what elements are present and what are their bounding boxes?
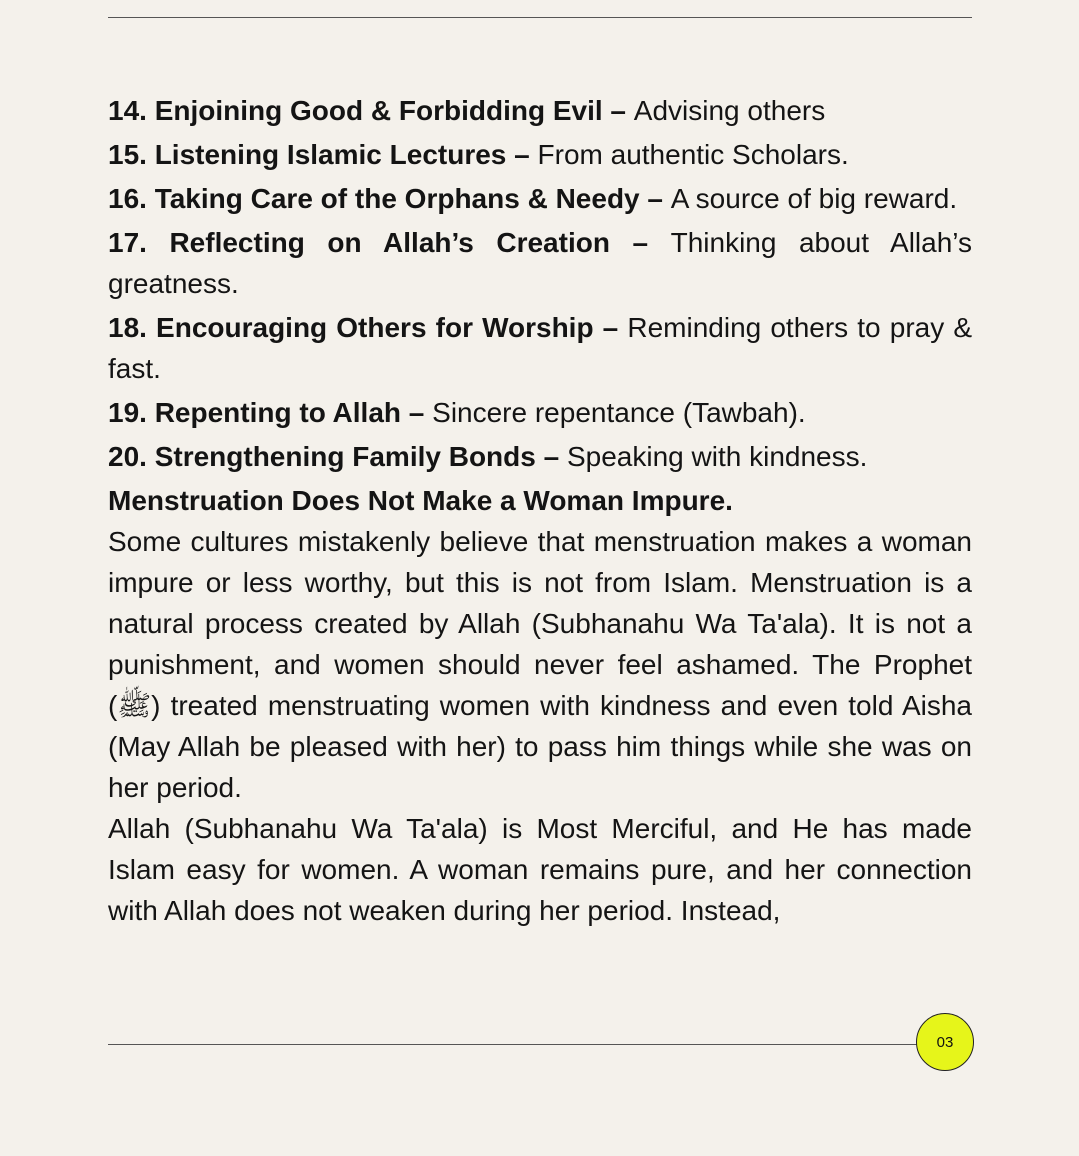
item-title: 19. Repenting to Allah (108, 397, 401, 428)
item-separator: – (401, 397, 433, 428)
body-paragraph: Some cultures mistakenly believe that menstruation makes a woman impure or less worthy, but this is not from Islam. Menstruation is a natural process created by Allah (Subhanahu Wa Ta'ala). It is not a punishment, and women should never feel ashamed. The Prophet (ﷺ) treated menstruating women with kindness and even told Aisha (May Allah be pleased with her) to pass him things while she was on her period. (108, 526, 972, 803)
item-title: 14. Enjoining Good & Forbidding Evil (108, 95, 603, 126)
list-item (108, 90, 972, 131)
item-description: Speaking with kindness. (566, 441, 868, 472)
page-number-badge (916, 1013, 974, 1071)
body-paragraph: Allah (Subhanahu Wa Ta'ala) is Most Merciful, and He has made Islam easy for women. A woman remains pure, and her connection with Allah does not weaken during her period. Instead, (108, 813, 972, 926)
item-separator: – (593, 312, 628, 343)
page-content (108, 90, 972, 931)
item-description: A source of big reward. (670, 183, 958, 214)
list-item (108, 222, 972, 304)
item-separator: – (506, 139, 538, 170)
item-title: 16. Taking Care of the Orphans & Needy (108, 183, 640, 214)
list-item (108, 178, 972, 219)
item-description: From authentic Scholars. (537, 139, 849, 170)
top-divider (108, 17, 972, 18)
bottom-divider (108, 1044, 920, 1045)
item-title: 15. Listening Islamic Lectures (108, 139, 507, 170)
item-separator: – (602, 95, 634, 126)
item-description: Advising others (633, 95, 826, 126)
item-description: Thinking about Allah’s greatness. (108, 227, 972, 299)
list-item (108, 436, 972, 477)
item-description: Reminding others to pray & fast. (108, 312, 972, 384)
item-separator: – (609, 227, 671, 258)
section-heading: Menstruation Does Not Make a Woman Impure. (108, 485, 733, 516)
item-separator: – (639, 183, 671, 214)
list-item (108, 392, 972, 433)
item-title: 20. Strengthening Family Bonds (108, 441, 536, 472)
item-title: 18. Encouraging Others for Worship (108, 312, 594, 343)
item-title: 17. Reflecting on Allah’s Creation (108, 227, 610, 258)
page-number: 03 (936, 1033, 954, 1051)
item-separator: – (535, 441, 567, 472)
list-item (108, 134, 972, 175)
item-description: Sincere repentance (Tawbah). (432, 397, 806, 428)
list-item (108, 307, 972, 389)
